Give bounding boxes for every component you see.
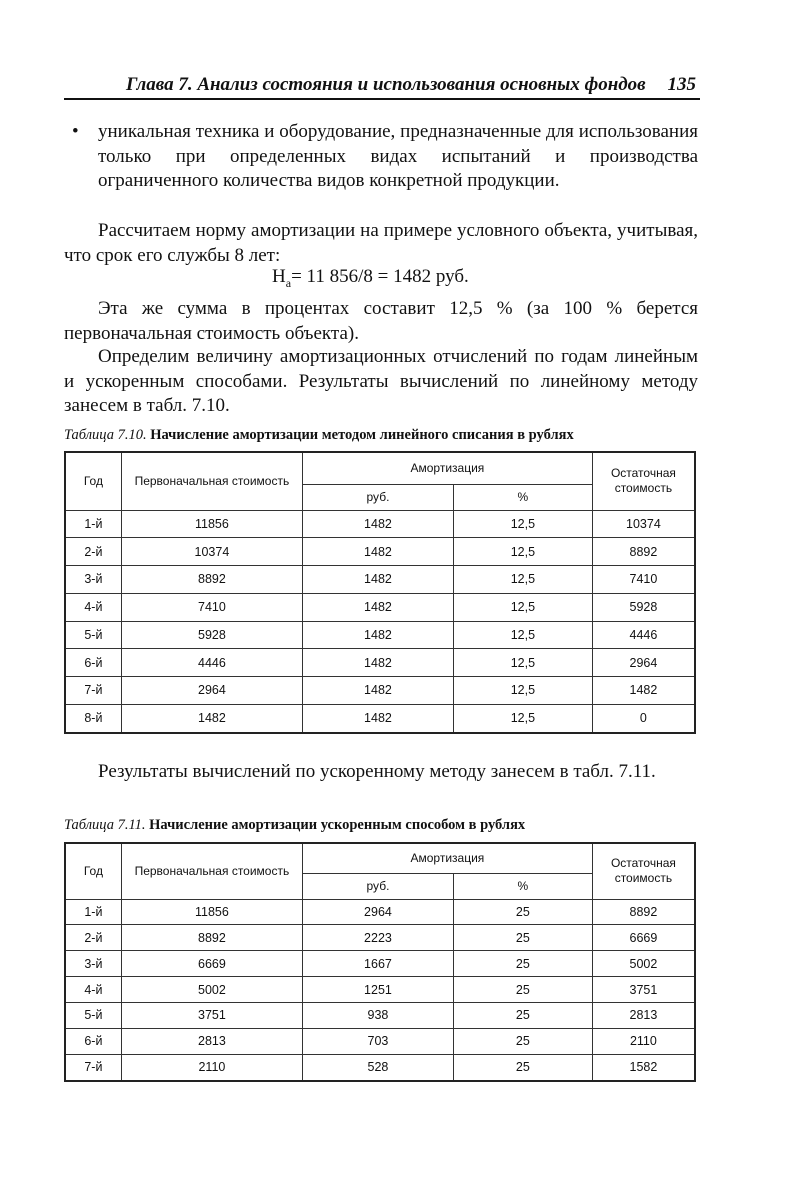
cell-amort-rub: 1251 bbox=[302, 977, 453, 1003]
table-row bbox=[65, 621, 695, 649]
page-header bbox=[64, 64, 700, 100]
cell-year: 8-й bbox=[65, 704, 121, 733]
table-row bbox=[65, 977, 695, 1003]
table-row bbox=[65, 704, 695, 733]
cell-amort-percent: 25 bbox=[453, 977, 592, 1003]
cell-year: 4-й bbox=[65, 977, 121, 1003]
cell-amort-rub: 2964 bbox=[302, 899, 453, 925]
cell-amort-rub: 2223 bbox=[302, 925, 453, 951]
cell-amort-rub: 1482 bbox=[302, 593, 453, 621]
table-row bbox=[65, 925, 695, 951]
table-row bbox=[65, 510, 695, 538]
cell-year: 6-й bbox=[65, 649, 121, 677]
table-row bbox=[65, 538, 695, 566]
table-title: Начисление амортизации методом линейного списания в рублях bbox=[150, 427, 574, 443]
table-row bbox=[65, 1003, 695, 1029]
cell-amort-rub: 1482 bbox=[302, 510, 453, 538]
cell-residual-cost: 10374 bbox=[592, 510, 695, 538]
header-amortization: Амортизация bbox=[302, 452, 592, 484]
formula-rhs: = 11 856/8 = 1482 руб. bbox=[291, 266, 469, 287]
cell-initial-cost: 2110 bbox=[121, 1054, 302, 1081]
cell-initial-cost: 11856 bbox=[121, 899, 302, 925]
cell-initial-cost: 8892 bbox=[121, 566, 302, 594]
header-percent: % bbox=[453, 484, 592, 510]
cell-amort-percent: 12,5 bbox=[453, 538, 592, 566]
cell-amort-percent: 12,5 bbox=[453, 566, 592, 594]
formula bbox=[272, 266, 469, 291]
header-year: Год bbox=[65, 452, 121, 510]
table-row bbox=[65, 593, 695, 621]
bullet-item bbox=[72, 120, 698, 194]
cell-year: 3-й bbox=[65, 951, 121, 977]
table-row bbox=[65, 899, 695, 925]
cell-year: 7-й bbox=[65, 1054, 121, 1081]
cell-amort-percent: 12,5 bbox=[453, 677, 592, 705]
cell-year: 4-й bbox=[65, 593, 121, 621]
cell-amort-rub: 1482 bbox=[302, 621, 453, 649]
table-row bbox=[65, 677, 695, 705]
cell-residual-cost: 4446 bbox=[592, 621, 695, 649]
table-row bbox=[65, 1028, 695, 1054]
table-row bbox=[65, 649, 695, 677]
cell-amort-rub: 1482 bbox=[302, 677, 453, 705]
cell-amort-rub: 1482 bbox=[302, 649, 453, 677]
header-residual-cost: Остаточная стоимость bbox=[592, 843, 695, 899]
header-initial-cost: Первоначальная стоимость bbox=[121, 452, 302, 510]
table-row bbox=[65, 951, 695, 977]
cell-amort-percent: 12,5 bbox=[453, 621, 592, 649]
cell-residual-cost: 0 bbox=[592, 704, 695, 733]
cell-amort-percent: 25 bbox=[453, 899, 592, 925]
header-residual-cost: Остаточная стоимость bbox=[592, 452, 695, 510]
cell-amort-percent: 25 bbox=[453, 1028, 592, 1054]
cell-amort-percent: 25 bbox=[453, 1003, 592, 1029]
cell-initial-cost: 7410 bbox=[121, 593, 302, 621]
formula-lhs: Н bbox=[272, 266, 286, 287]
table-caption-7-11 bbox=[64, 817, 525, 834]
cell-residual-cost: 3751 bbox=[592, 977, 695, 1003]
cell-year: 2-й bbox=[65, 538, 121, 566]
paragraph-percent: Эта же сумма в процентах составит 12,5 % (за 100 % берется первоначальная стоимость объекта). bbox=[64, 298, 698, 344]
cell-amort-percent: 25 bbox=[453, 1054, 592, 1081]
header-initial-cost: Первоначальная стоимость bbox=[121, 843, 302, 899]
cell-amort-rub: 1667 bbox=[302, 951, 453, 977]
cell-amort-percent: 12,5 bbox=[453, 704, 592, 733]
cell-amort-percent: 12,5 bbox=[453, 593, 592, 621]
bullet-dot-icon: • bbox=[72, 121, 79, 142]
cell-amort-rub: 528 bbox=[302, 1054, 453, 1081]
header-rub: руб. bbox=[302, 873, 453, 899]
cell-amort-rub: 1482 bbox=[302, 566, 453, 594]
bullet-text: уникальная техника и оборудование, предназначенные для использования только при определенных видах испытаний и производства ограниченного количества видов конкретной продукции. bbox=[98, 121, 698, 191]
table-number: Таблица 7.10. bbox=[64, 427, 147, 443]
cell-initial-cost: 3751 bbox=[121, 1003, 302, 1029]
cell-year: 1-й bbox=[65, 510, 121, 538]
cell-residual-cost: 5928 bbox=[592, 593, 695, 621]
cell-amort-rub: 703 bbox=[302, 1028, 453, 1054]
cell-initial-cost: 4446 bbox=[121, 649, 302, 677]
header-percent: % bbox=[453, 873, 592, 899]
table-title: Начисление амортизации ускоренным способом в рублях bbox=[149, 817, 526, 833]
cell-residual-cost: 1482 bbox=[592, 677, 695, 705]
cell-residual-cost: 2110 bbox=[592, 1028, 695, 1054]
cell-amort-percent: 25 bbox=[453, 925, 592, 951]
cell-amort-percent: 12,5 bbox=[453, 649, 592, 677]
chapter-title: Глава 7. Анализ состояния и использования основных фондов bbox=[126, 74, 646, 95]
paragraph-norm: Рассчитаем норму амортизации на примере условного объекта, учитывая, что срок его службы 8 лет: bbox=[64, 220, 698, 266]
cell-residual-cost: 2813 bbox=[592, 1003, 695, 1029]
header-year: Год bbox=[65, 843, 121, 899]
table-row bbox=[65, 1054, 695, 1081]
cell-initial-cost: 2964 bbox=[121, 677, 302, 705]
cell-amort-rub: 1482 bbox=[302, 704, 453, 733]
cell-year: 7-й bbox=[65, 677, 121, 705]
cell-year: 2-й bbox=[65, 925, 121, 951]
cell-amort-percent: 12,5 bbox=[453, 510, 592, 538]
cell-amort-rub: 938 bbox=[302, 1003, 453, 1029]
cell-year: 3-й bbox=[65, 566, 121, 594]
cell-initial-cost: 5928 bbox=[121, 621, 302, 649]
cell-initial-cost: 1482 bbox=[121, 704, 302, 733]
cell-initial-cost: 10374 bbox=[121, 538, 302, 566]
table-row bbox=[65, 566, 695, 594]
header-amortization: Амортизация bbox=[302, 843, 592, 873]
cell-residual-cost: 7410 bbox=[592, 566, 695, 594]
cell-year: 6-й bbox=[65, 1028, 121, 1054]
cell-residual-cost: 2964 bbox=[592, 649, 695, 677]
table-accelerated bbox=[64, 842, 696, 1082]
cell-initial-cost: 6669 bbox=[121, 951, 302, 977]
cell-initial-cost: 8892 bbox=[121, 925, 302, 951]
paragraph-methods: Определим величину амортизационных отчислений по годам линейным и ускоренным способами. Результаты вычислений по линейному методу занесем в табл. 7.10. bbox=[64, 346, 698, 416]
cell-year: 5-й bbox=[65, 1003, 121, 1029]
cell-residual-cost: 1582 bbox=[592, 1054, 695, 1081]
cell-residual-cost: 5002 bbox=[592, 951, 695, 977]
cell-residual-cost: 8892 bbox=[592, 538, 695, 566]
cell-amort-rub: 1482 bbox=[302, 538, 453, 566]
header-rub: руб. bbox=[302, 484, 453, 510]
cell-residual-cost: 6669 bbox=[592, 925, 695, 951]
formula-subscript: а bbox=[285, 275, 292, 290]
cell-residual-cost: 8892 bbox=[592, 899, 695, 925]
cell-initial-cost: 2813 bbox=[121, 1028, 302, 1054]
cell-initial-cost: 5002 bbox=[121, 977, 302, 1003]
cell-year: 1-й bbox=[65, 899, 121, 925]
paragraph-accelerated: Результаты вычислений по ускоренному методу занесем в табл. 7.11. bbox=[98, 761, 656, 782]
table-number: Таблица 7.11. bbox=[64, 817, 146, 833]
table-linear bbox=[64, 451, 696, 734]
cell-initial-cost: 11856 bbox=[121, 510, 302, 538]
cell-year: 5-й bbox=[65, 621, 121, 649]
table-caption-7-10 bbox=[64, 427, 574, 444]
page-number: 135 bbox=[667, 74, 696, 95]
cell-amort-percent: 25 bbox=[453, 951, 592, 977]
